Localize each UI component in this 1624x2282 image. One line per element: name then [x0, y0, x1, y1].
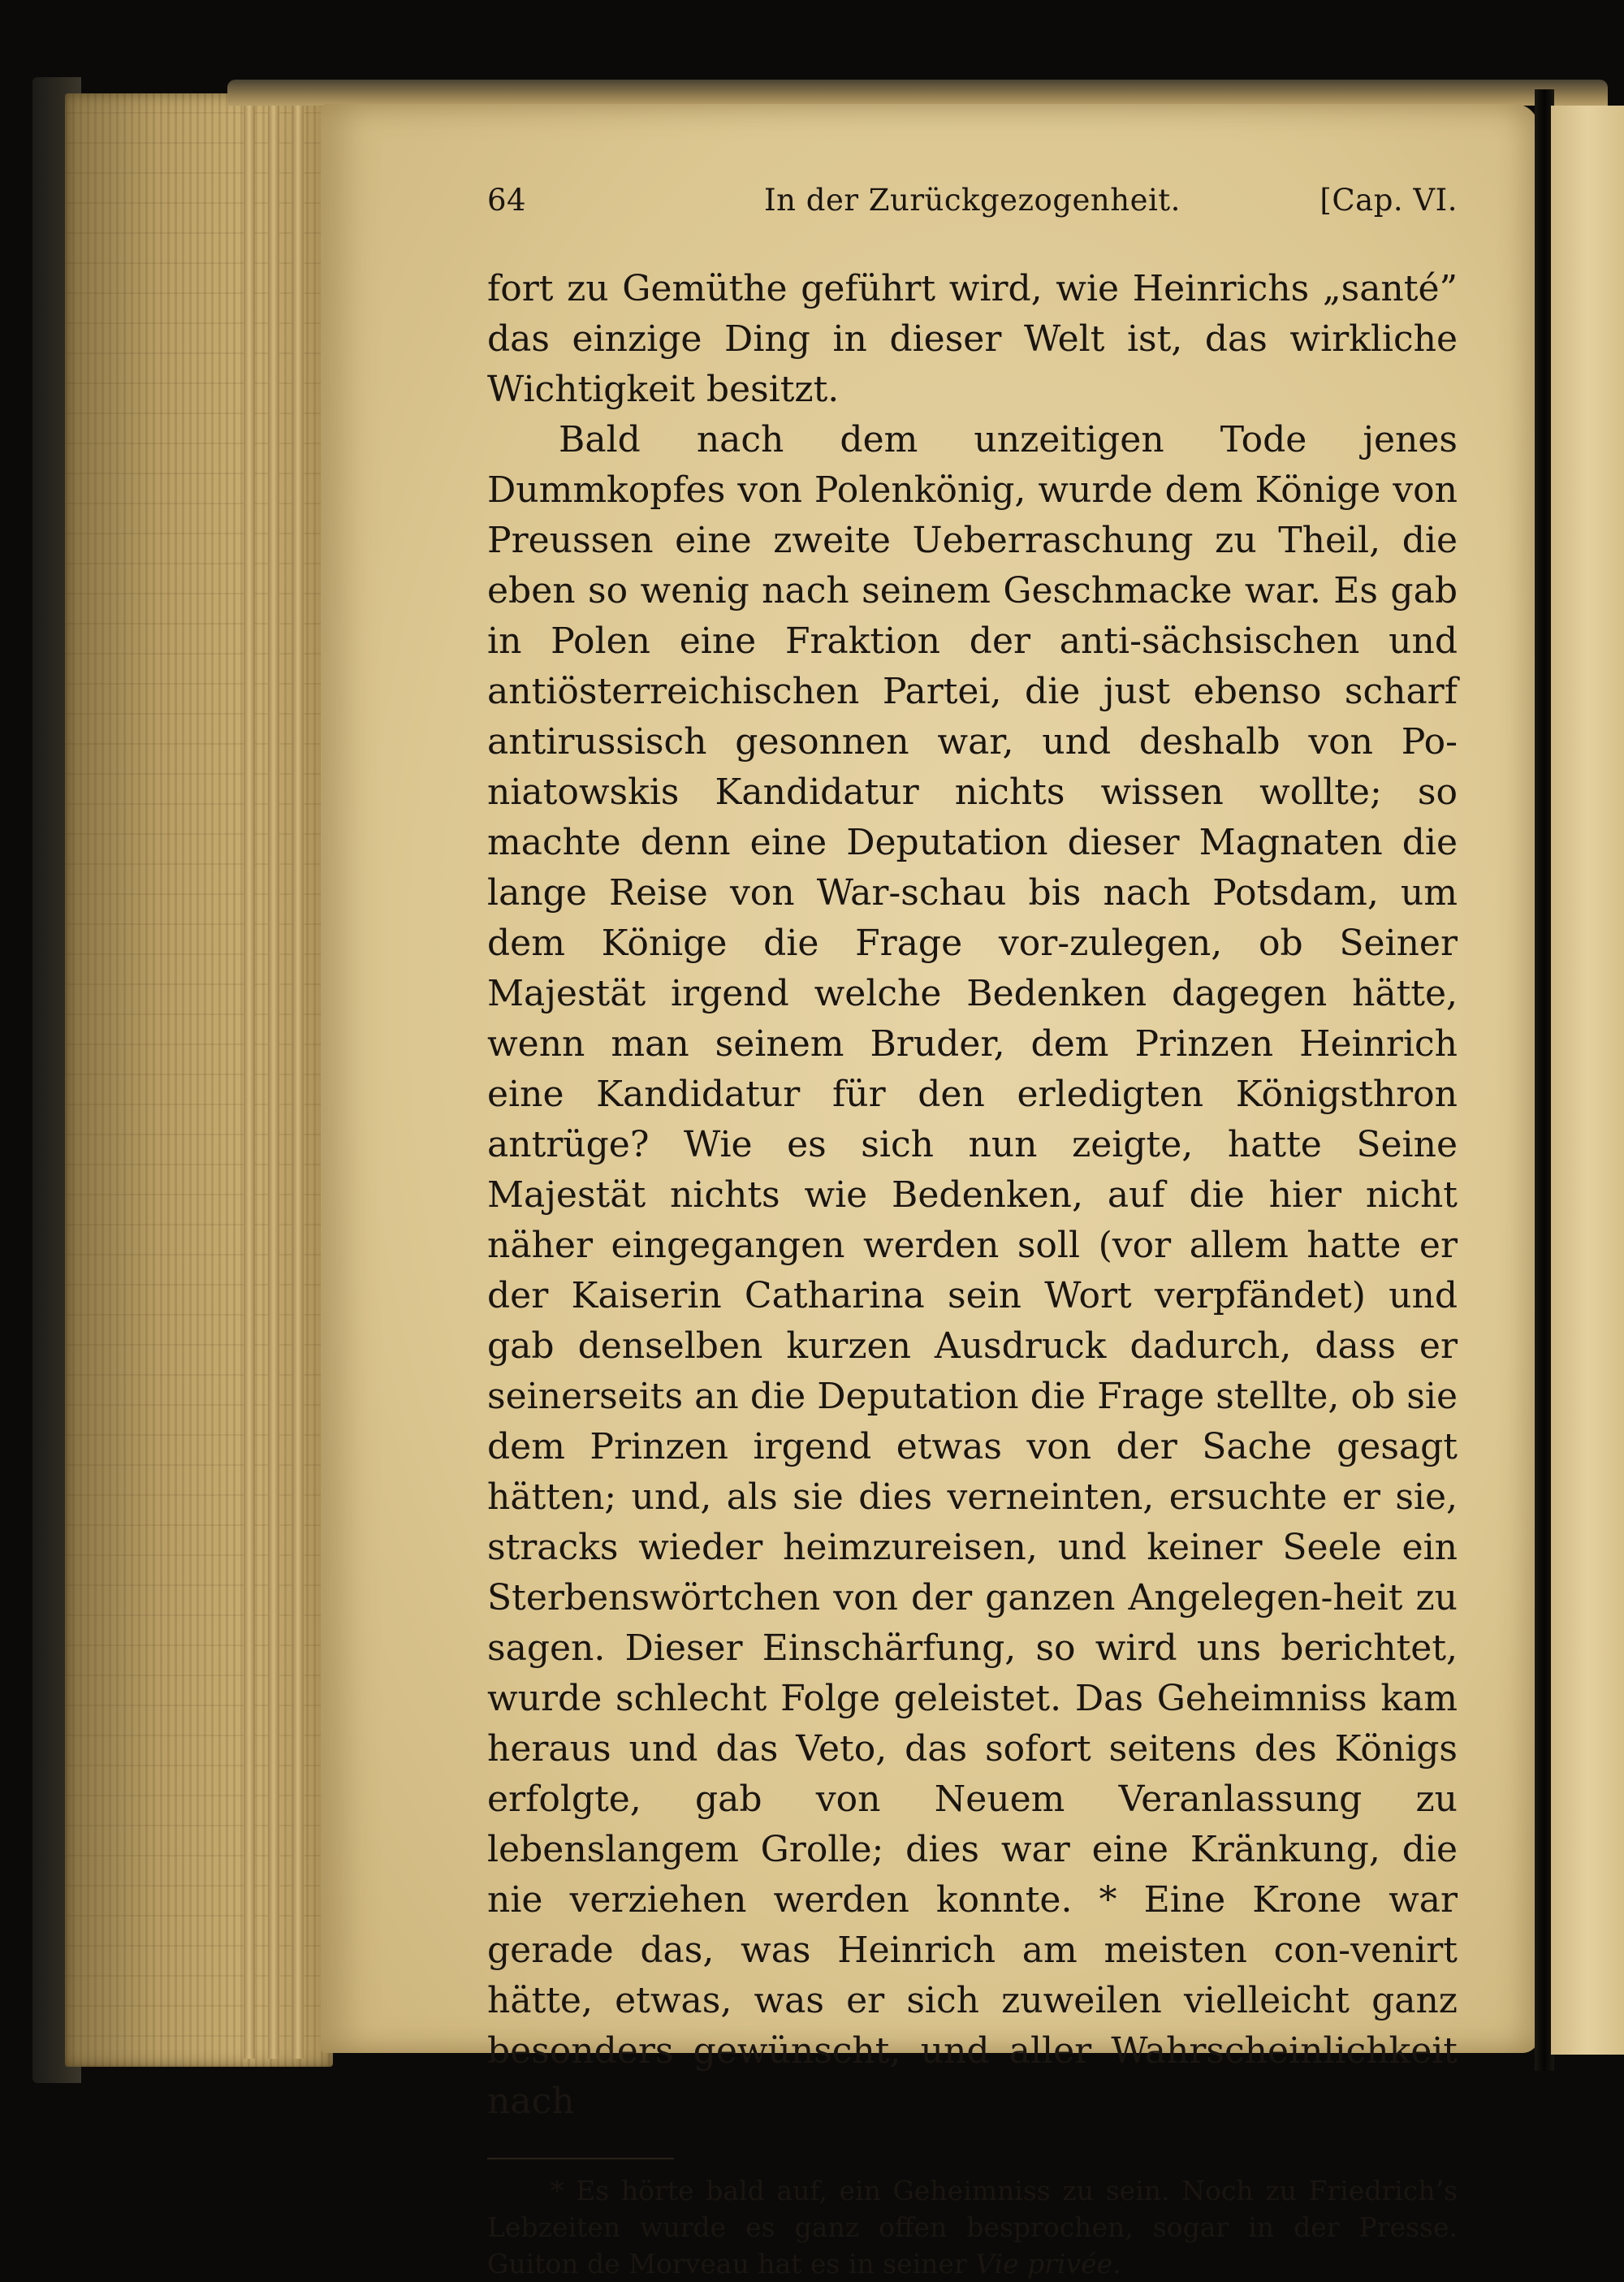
running-head [487, 183, 1458, 231]
page-content [487, 183, 1458, 2282]
page-number: 64 [487, 183, 527, 218]
page-top-edge [227, 80, 1608, 106]
body-text [487, 264, 1458, 2127]
page-edge-strip [244, 102, 255, 2059]
chapter-label: [Cap. VI. [1320, 183, 1458, 218]
footnote [487, 2172, 1458, 2282]
running-title: In der Zurückgezogenheit. [764, 183, 1181, 218]
paragraph: Bald nach dem unzeitigen Tode jenes Dummkopfes von Polenkönig, wurde dem Könige von Preussen eine zweite Ueberraschung zu Theil, die eben so wenig nach seinem Geschmacke war. Es gab in Polen eine Fraktion der anti-sächsischen und antiösterreichischen Partei, die just ebenso scharf antirussisch gesonnen war, und deshalb von Po-niatowskis Kandidatur nichts wissen wollte; so machte denn eine Deputation dieser Magnaten die lange Reise von War-schau bis nach Potsdam, um dem Könige die Frage vor-zulegen, ob Seiner Majestät irgend welche Bedenken dagegen hätte, wenn man seinem Bruder, dem Prinzen Heinrich eine Kandidatur für den erledigten Königsthron antrüge? Wie es sich nun zeigte, hatte Seine Majestät nichts wie Bedenken, auf die hier nicht näher eingegangen werden soll (vor allem hatte er der Kaiserin Catharina sein Wort verpfändet) und gab denselben kurzen Ausdruck dadurch, dass er seinerseits an die Deputation die Frage stellte, ob sie dem Prinzen irgend etwas von der Sache gesagt hätten; und, als sie dies verneinten, ersuchte er sie, stracks wieder heimzureisen, und keiner Seele ein Sterbenswörtchen von der ganzen Angelegen-heit zu sagen. Dieser Einschärfung, so wird uns berichtet, wurde schlecht Folge geleistet. Das Geheimniss kam heraus und das Veto, das sofort seitens des Königs erfolgte, gab von Neuem Veranlassung zu lebenslangem Grolle; dies war eine Kränkung, die nie verziehen werden konnte. * Eine Krone war gerade das, was Heinrich am meisten con-venirt hätte, etwas, was er sich zuweilen vielleicht ganz besonders gewünscht, und aller Wahrscheinlichkeit nach [487, 419, 1458, 2122]
page-edge-strip [268, 102, 279, 2059]
page-edge-strip [292, 102, 304, 2059]
footnote-text: * Es hörte bald auf, ein Geheimniss zu sein. Noch zu Friedrich’s Lebzeiten wurde es ganz offen besprochen, sogar in der Presse. Guiton de Morveau hat es in seiner [487, 2175, 1458, 2280]
facing-page-strip [1551, 106, 1624, 2055]
paragraph-continued: fort zu Gemüthe geführt wird, wie Heinrichs „santé” das einzige Ding in dieser Welt ist, das wirkliche Wichtigkeit besitzt. [487, 268, 1458, 410]
footnote-italic-title: Vie privée. [975, 2248, 1121, 2280]
